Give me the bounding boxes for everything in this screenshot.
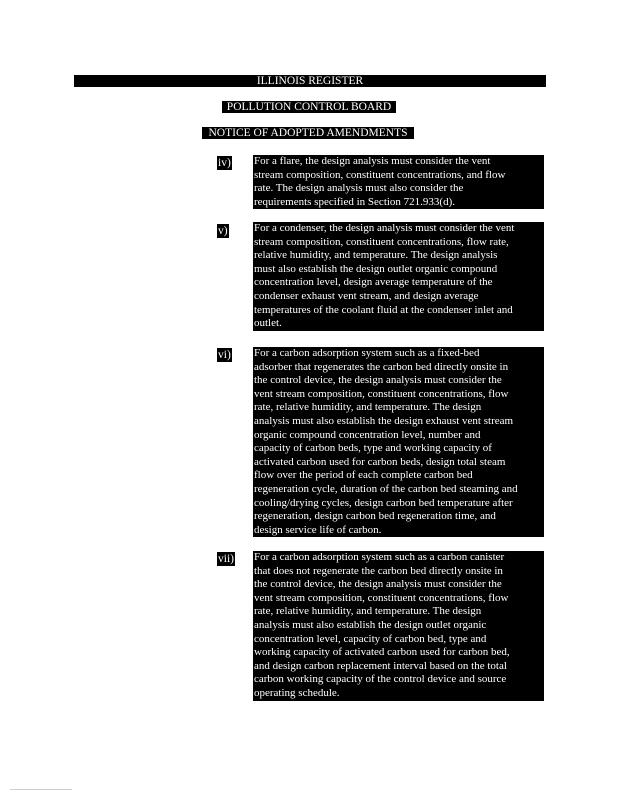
notice-title [202, 127, 414, 139]
item-number-vi: vi) [218, 349, 231, 361]
register-title [74, 75, 546, 87]
item-number-iv: iv) [218, 157, 231, 169]
paragraph-line: rate, relative humidity, and temperature. The design [254, 605, 482, 618]
paragraph-line: carbon working capacity of the control device and source [254, 673, 507, 686]
paragraph-line: capacity of carbon beds, type and working capacity of [254, 442, 492, 455]
paragraph-line: outlet. [254, 317, 282, 330]
paragraph-line: stream composition, constituent concentrations, flow rate, [254, 235, 509, 248]
paragraph-line: cooling/drying cycles, design carbon bed temperature after [254, 496, 513, 509]
paragraph-line: relative humidity, and temperature. The design analysis [254, 249, 498, 262]
scan-artifact-line [10, 789, 72, 790]
item-paragraph-v [253, 222, 544, 331]
paragraph-line: activated carbon used for carbon beds, design total steam [254, 455, 506, 468]
paragraph-line: condenser exhaust vent stream, and design average [254, 289, 479, 302]
paragraph-line: For a carbon adsorption system such as a carbon canister [254, 551, 505, 563]
board-name-text: POLLUTION CONTROL BOARD [226, 101, 392, 113]
item-paragraph-vii [253, 551, 544, 701]
paragraph-line: rate. The design analysis must also consider the [254, 182, 464, 195]
paragraph-line: adsorber that regenerates the carbon bed directly onsite in [254, 360, 509, 373]
paragraph-line: requirements specified in Section 721.933(d). [254, 195, 456, 208]
paragraph-line: regeneration, design carbon bed regeneration time, and [254, 510, 496, 523]
paragraph-line: design service life of carbon. [254, 523, 382, 536]
register-title-text: ILLINOIS REGISTER [256, 75, 364, 87]
paragraph-line: rate, relative humidity, and temperature. The design [254, 401, 482, 414]
paragraph-line: the control device, the design analysis must consider the [254, 374, 502, 387]
board-name [222, 101, 396, 113]
paragraph-line: must also establish the design outlet organic compound [254, 262, 498, 275]
item-number-v: v) [218, 225, 228, 237]
item-number-vii: vii) [218, 553, 234, 565]
paragraph-line: analysis must also establish the design outlet organic [254, 618, 487, 631]
paragraph-line: regeneration cycle, duration of the carbon bed steaming and [254, 482, 518, 495]
paragraph-line: vent stream composition, constituent concentrations, flow [254, 591, 509, 604]
paragraph-line: For a flare, the design analysis must consider the vent [254, 155, 491, 167]
paragraph-line: For a carbon adsorption system such as a fixed-bed [254, 347, 480, 359]
paragraph-line: vent stream composition, constituent concentrations, flow [254, 387, 509, 400]
paragraph-line: operating schedule. [254, 686, 340, 699]
paragraph-line: concentration level, capacity of carbon bed, type and [254, 632, 487, 645]
paragraph-line: concentration level, design average temperature of the [254, 276, 493, 289]
item-paragraph-vi [253, 347, 544, 537]
paragraph-line: temperatures of the coolant fluid at the condenser inlet and [254, 303, 513, 316]
notice-title-text: NOTICE OF ADOPTED AMENDMENTS [208, 127, 408, 139]
paragraph-line: For a condenser, the design analysis must consider the vent [254, 222, 515, 234]
paragraph-line: flow over the period of each complete carbon bed [254, 469, 473, 482]
paragraph-line: and design carbon replacement interval based on the total [254, 659, 507, 672]
paragraph-line: stream composition, constituent concentrations, and flow [254, 168, 506, 181]
paragraph-line: working capacity of activated carbon used for carbon bed, [254, 646, 510, 659]
paragraph-line: the control device, the design analysis must consider the [254, 578, 502, 591]
paragraph-line: analysis must also establish the design exhaust vent stream [254, 414, 514, 427]
item-paragraph-iv [253, 155, 544, 209]
paragraph-line: organic compound concentration level, number and [254, 428, 481, 441]
paragraph-line: that does not regenerate the carbon bed directly onsite in [254, 564, 503, 577]
